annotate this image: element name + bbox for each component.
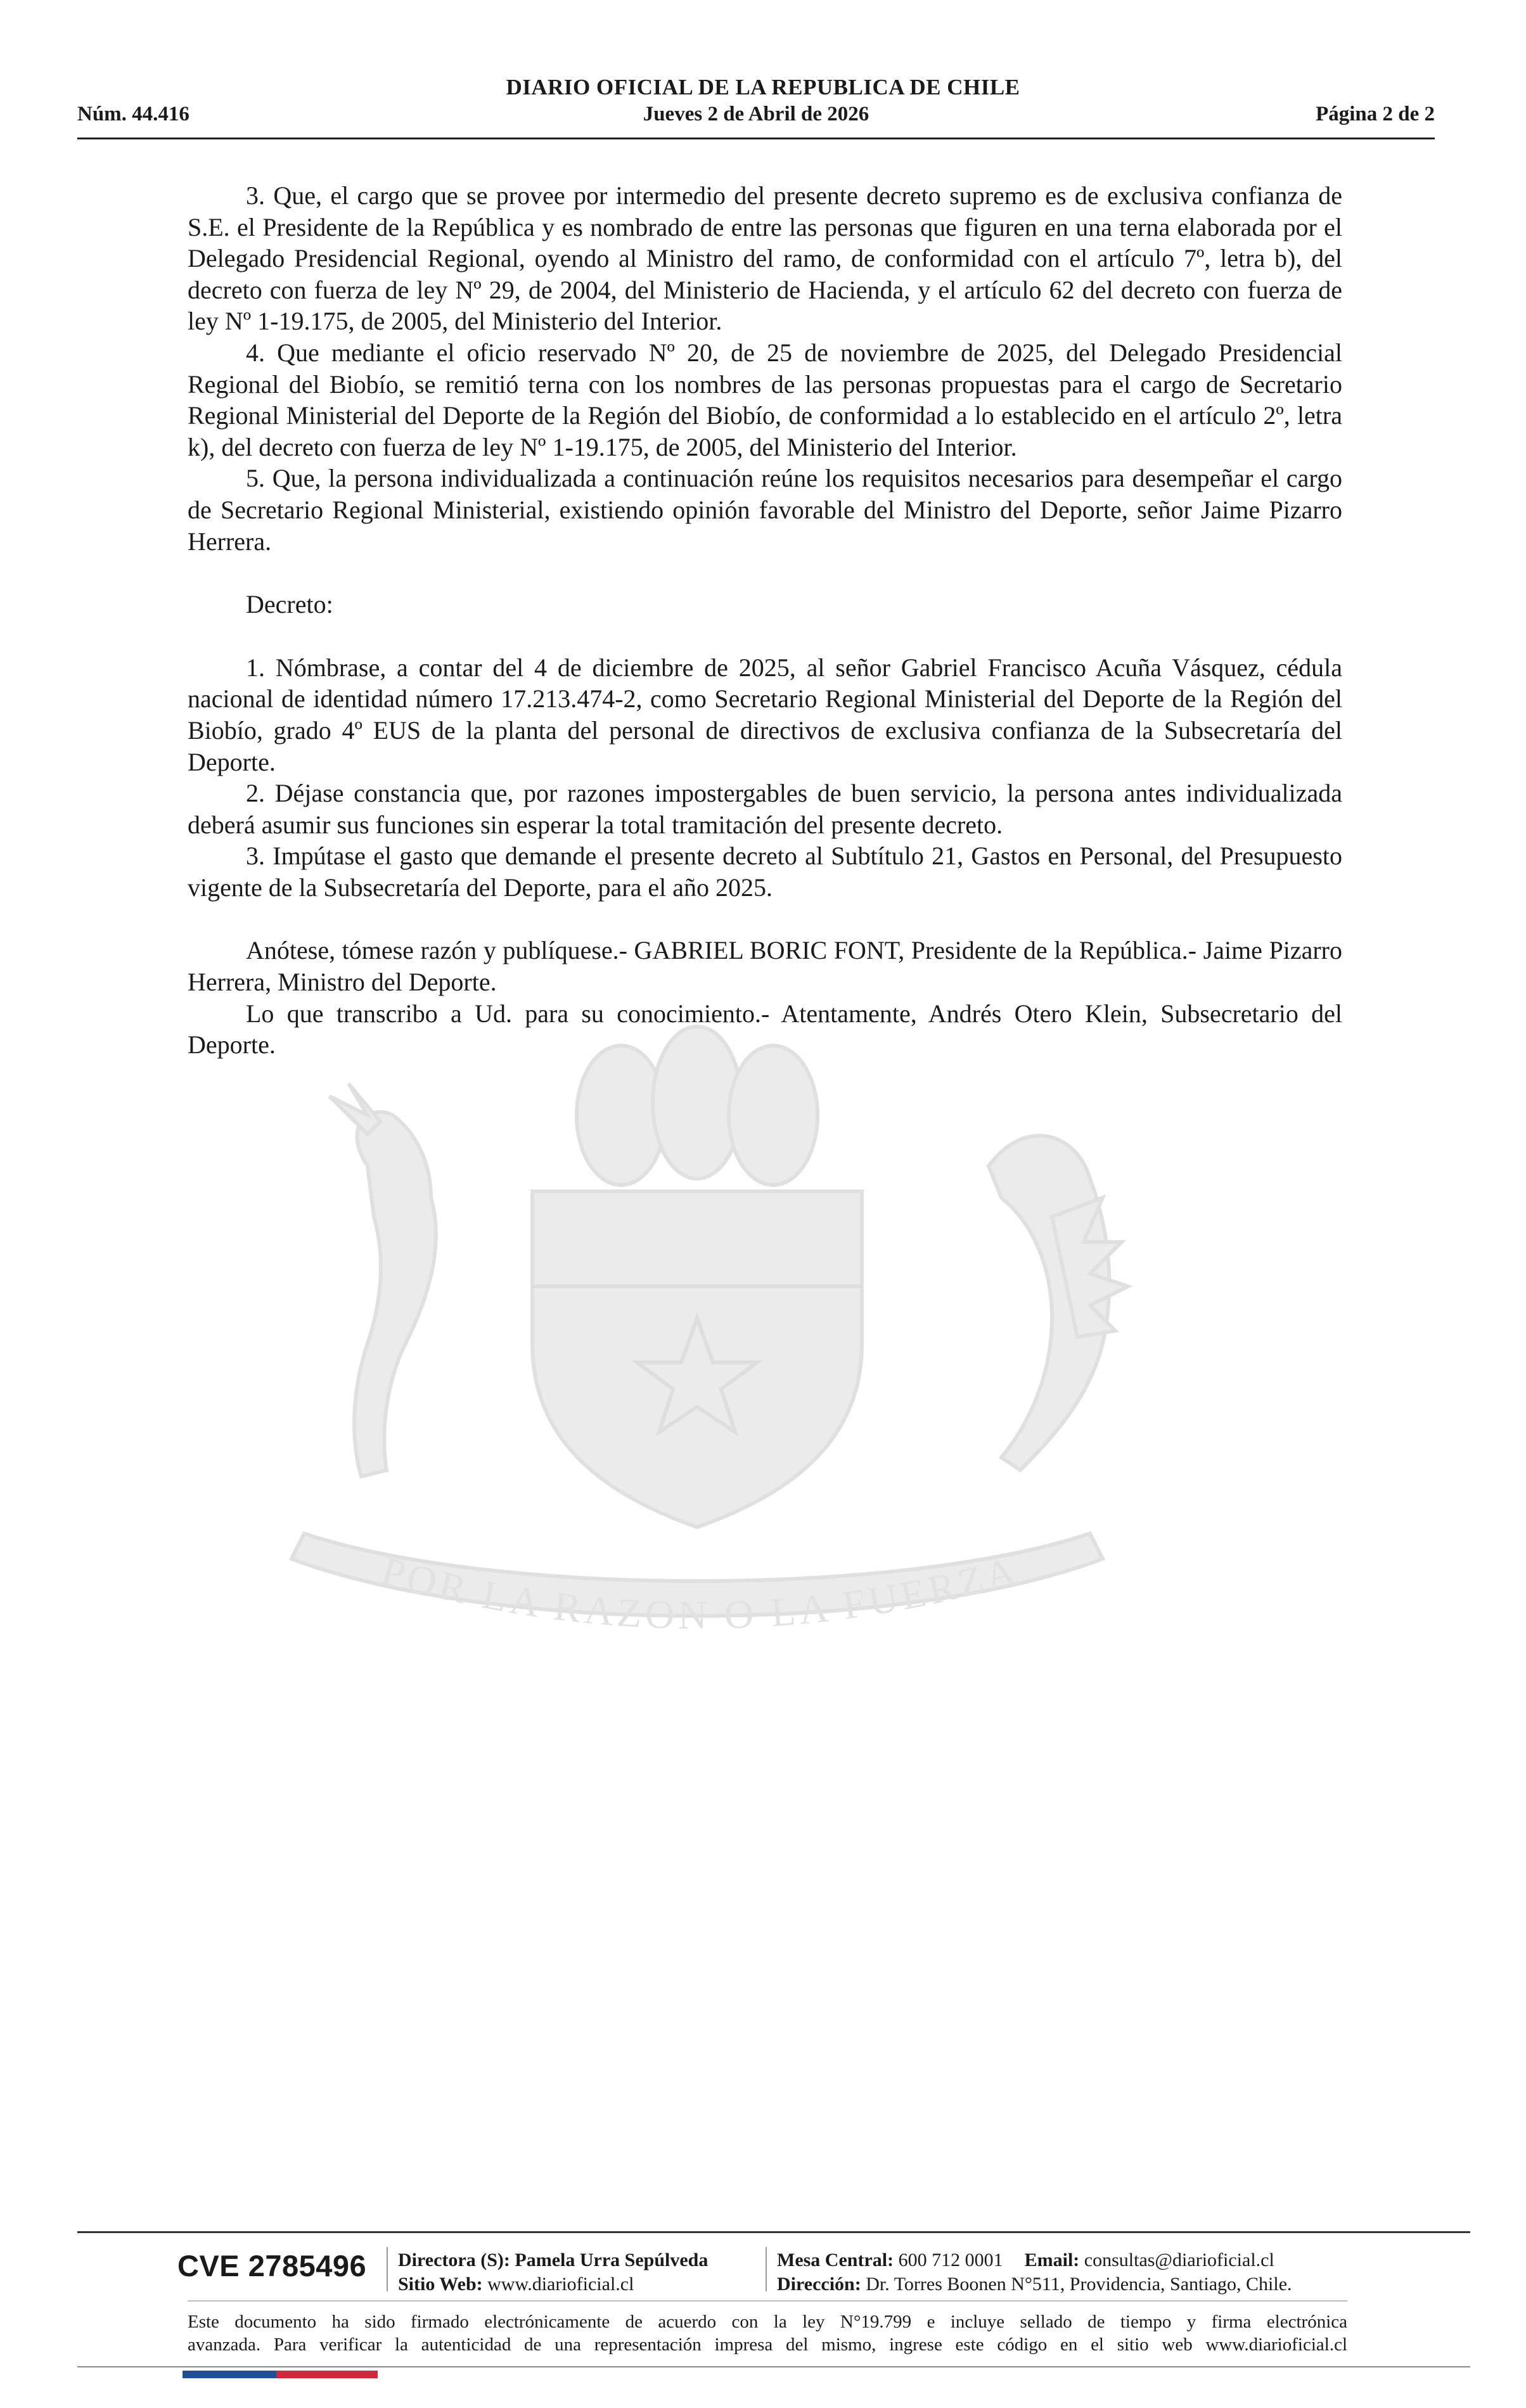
- header-row: [77, 103, 1435, 131]
- footer-contact-left: [398, 2248, 708, 2296]
- direccion-label: Dirección:: [777, 2274, 861, 2295]
- footer-separator: [766, 2247, 767, 2291]
- page-indicator: Página 2 de 2: [1316, 103, 1435, 125]
- issue-date: Jueves 2 de Abril de 2026: [643, 103, 869, 125]
- considerando-3: 3. Que, el cargo que se provee por intermedio del presente decreto supremo es de exclusiva confianza de S.E. el Presidente de la República y es nombrado de entre las personas que figuren en una terna elaborada por el Delegado Presidencial Regional, oyendo al Ministro del ramo, de conformidad con el artículo 7º, letra b), del decreto con fuerza de ley Nº 29, de 2004, del Ministerio de Hacienda, y el artículo 62 del decreto con fuerza de ley Nº 1-19.175, de 2005, del Ministerio del Interior.: [188, 181, 1342, 336]
- flag-stripe-blue: [183, 2371, 276, 2378]
- email-label: Email:: [1024, 2250, 1080, 2270]
- issue-number: Núm. 44.416: [77, 103, 189, 125]
- mesa-central-label: Mesa Central:: [777, 2250, 894, 2270]
- sitio-web-link[interactable]: www.diarioficial.cl: [487, 2274, 634, 2295]
- decreto-heading: Decreto:: [246, 590, 333, 619]
- footer-note-divider: [188, 2300, 1347, 2302]
- sitio-web-label: Sitio Web:: [398, 2274, 483, 2295]
- article-1: 1. Nómbrase, a contar del 4 de diciembre de 2025, al señor Gabriel Francisco Acuña Vásquez, cédula nacional de identidad número 17.213.474-2, como Secretario Regional Ministerial del Deporte de la Región del Biobío, grado 4º EUS de la planta del personal de directivos de exclusiva confianza de la Subsecretaría del Deporte.: [188, 653, 1342, 776]
- gazette-title: DIARIO OFICIAL DE LA REPUBLICA DE CHILE: [506, 75, 1020, 99]
- signature-note-line-2: avanzada. Para verificar la autenticidad de una representación impresa del mismo, ingrese este código en el sitio web www.diarioficial.cl: [188, 2334, 1347, 2355]
- flag-stripe-red: [276, 2371, 378, 2378]
- email-link[interactable]: consultas@diarioficial.cl: [1084, 2250, 1274, 2270]
- footer-separator: [387, 2247, 388, 2291]
- transcription-note: Lo que transcribo a Ud. para su conocimiento.- Atentamente, Andrés Otero Klein, Subsecretario del Deporte.: [188, 999, 1342, 1060]
- article-3: 3. Impútase el gasto que demande el presente decreto al Subtítulo 21, Gastos en Personal, del Presupuesto vigente de la Subsecretaría del Deporte, para el año 2025.: [188, 842, 1342, 902]
- footer-contact-right: [777, 2248, 1292, 2296]
- directora-name: Pamela Urra Sepúlveda: [515, 2250, 708, 2270]
- cve-code: CVE 2785496: [177, 2249, 367, 2283]
- footer-bottom-divider: [77, 2366, 1470, 2367]
- article-2: 2. Déjase constancia que, por razones impostergables de buen servicio, la persona antes individualizada deberá asumir sus funciones sin esperar la total tramitación del presente decreto.: [188, 779, 1342, 839]
- header-divider: [77, 138, 1435, 139]
- considerando-5: 5. Que, la persona individualizada a continuación reúne los requisitos necesarios para desempeñar el cargo de Secretario Regional Ministerial, existiendo opinión favorable del Ministro del Deporte, señor Jaime Pizarro Herrera.: [188, 464, 1342, 556]
- signature-note-line-1: Este documento ha sido firmado electrónicamente de acuerdo con la ley N°19.799 e incluye sellado de tiempo y firma electrónica: [188, 2312, 1347, 2332]
- closing-formula: Anótese, tómese razón y publíquese.- GABRIEL BORIC FONT, Presidente de la República.- Jaime Pizarro Herrera, Ministro del Deporte.: [188, 936, 1342, 997]
- seal-motto: POR LA RAZON O LA FUERZA: [376, 1547, 1024, 1638]
- coat-of-arms-watermark: [177, 989, 1217, 1724]
- footer-divider: [77, 2231, 1470, 2233]
- directora-label: Directora (S):: [398, 2250, 510, 2270]
- decree-body: [188, 180, 1342, 1061]
- electronic-signature-note: [188, 2310, 1347, 2356]
- considerando-4: 4. Que mediante el oficio reservado Nº 20, de 25 de noviembre de 2025, del Delegado Presidencial Regional del Biobío, se remitió terna con los nombres de las personas propuestas para el cargo de Secretario Regional Ministerial del Deporte de la Región del Biobío, de conformidad a lo establecido en el artículo 2º, letra k), del decreto con fuerza de ley Nº 1-19.175, de 2005, del Ministerio del Interior.: [188, 338, 1342, 461]
- mesa-central-phone: 600 712 0001: [898, 2250, 1003, 2270]
- direccion-value: Dr. Torres Boonen N°511, Providencia, Santiago, Chile.: [866, 2274, 1292, 2295]
